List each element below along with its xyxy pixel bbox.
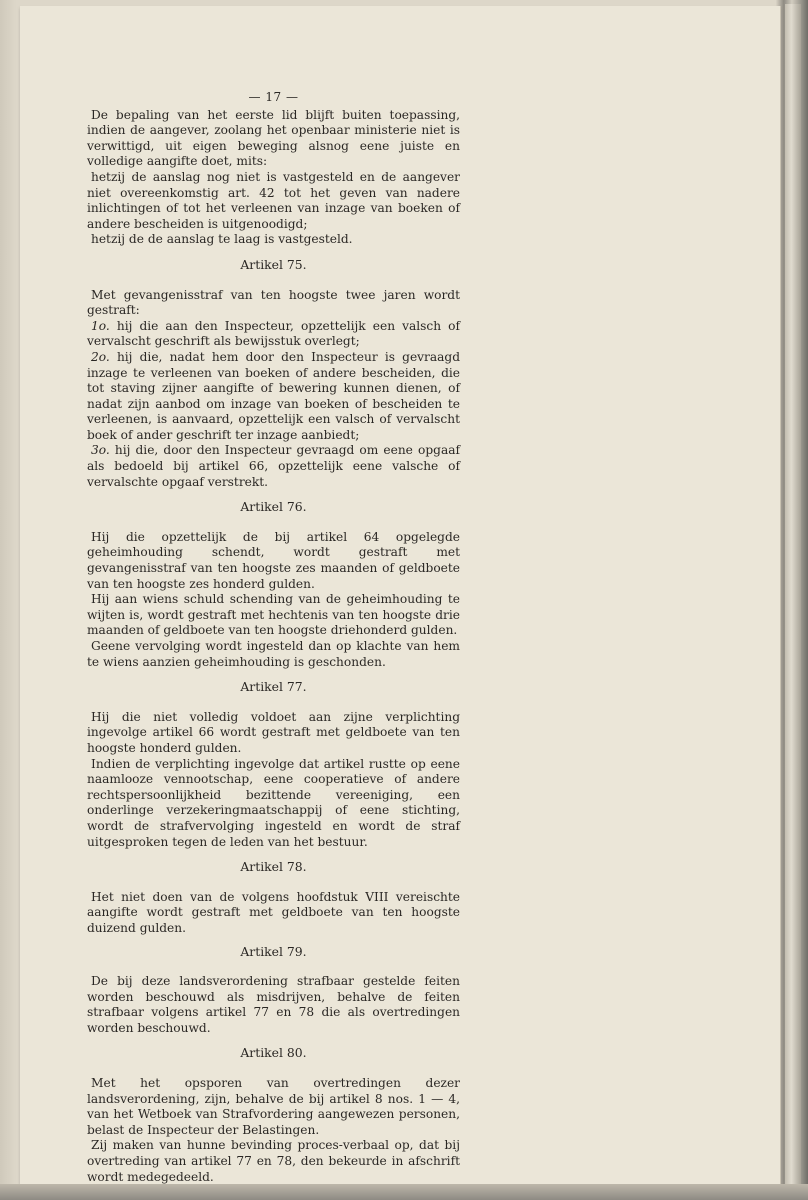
article-76-paragraph-1: Hij die opzettelijk de bij artikel 64 opgelegde geheimhouding schendt, wordt gestraft met gevangenisstraf van ten hoogste zes maanden of geldboete van ten hoogste zes honderd gulden. [87, 529, 460, 591]
page-number: — 17 — [248, 90, 299, 104]
article-76-paragraph-3: Geene vervolging wordt ingesteld dan op klachte van hem te wiens aanzien geheimhouding is geschonden. [87, 639, 460, 669]
article-80-paragraph-2: Zij maken van hunne bevinding proces-verbaal op, dat bij overtreding van artikel 77 en 78, den bekeurde in afschrift wordt medegedeeld. [87, 1138, 460, 1184]
bottom-edge [0, 1184, 808, 1200]
article-75-item-3 [87, 443, 460, 490]
article-77-title: Artikel 77. [240, 679, 307, 695]
page-content [87, 90, 460, 1185]
article-79-paragraph-1: De bij deze landsverordening strafbaar gestelde feiten worden beschouwd als misdrijven, behalve de feiten strafbaar volgens artikel 77 en 78 die als overtredingen worden beschouwd. [87, 974, 460, 1035]
item-text: hij die, door den Inspecteur gevraagd om eene opgaaf als bedoeld bij artikel 66, opzettelijk eene valsche of vervalschte opgaaf verstrekt. [87, 443, 460, 489]
intro-paragraph-1: De bepaling van het eerste lid blijft buiten toepassing, indien de aangever, zoolang het openbaar ministerie niet is verwittigd, uit eigen beweging alsnog eene juiste en volledige aangifte doet, mits: [87, 107, 460, 169]
article-78-paragraph-1: Het niet doen van de volgens hoofdstuk VIII vereischte aangifte wordt gestraft met geldboete van ten hoogste duizend gulden. [87, 889, 460, 935]
article-77-paragraph-2: Indien de verplichting ingevolge dat artikel rustte op eene naamlooze vennootschap, eene cooperatieve of andere rechtspersoonlijkheid bezittende vereeniging, een onderlinge verzekeringmaatschappij of eene stichting, wordt de strafvervolging ingesteld en wordt de straf uitgesproken tegen de leden van het bestuur. [87, 756, 460, 849]
item-number: 2o. [91, 349, 110, 364]
article-75-title: Artikel 75. [240, 256, 307, 272]
article-79-title: Artikel 79. [240, 943, 307, 959]
article-80-paragraph-1: Met het opsporen van overtredingen dezer landsverordening, zijn, behalve de bij artikel 8 nos. 1 — 4, van het Wetboek van Strafvordering aangewezen personen, belast de Inspecteur der Belastingen. [87, 1076, 460, 1137]
article-76-paragraph-2: Hij aan wiens schuld schending van de geheimhouding te wijten is, wordt gestraft met hechtenis van ten hoogste drie maanden of geldboete van ten hoogste driehonderd gulden. [87, 592, 460, 638]
article-75-item-2 [87, 350, 460, 444]
item-text: hij die, nadat hem door den Inspecteur is gevraagd inzage te verleenen van boeken of andere bescheiden, die tot staving zijner aangifte of bewering kunnen dienen, of nadat zijn aanbod om inzage van boeken of bescheiden te verleenen, is aanvaard, opzettelijk een valsch of vervalscht boek of ander geschrift ter inzage aanbiedt; [87, 349, 460, 442]
article-76-title: Artikel 76. [240, 499, 307, 515]
item-number: 1o. [91, 318, 110, 333]
page-edge [785, 4, 801, 1189]
intro-paragraph-3: hetzij de de aanslag te laag is vastgesteld. [91, 232, 353, 247]
article-77-paragraph-1: Hij die niet volledig voldoet aan zijne verplichting ingevolge artikel 66 wordt gestraft met geldboete van ten hoogste honderd gulden. [87, 709, 460, 755]
article-80-title: Artikel 80. [240, 1045, 307, 1061]
item-number: 3o. [91, 443, 110, 458]
intro-paragraph-2: hetzij de aanslag nog niet is vastgesteld en de aangever niet overeenkomstig art. 42 tot het geven van nadere inlichtingen of tot het verleenen van inzage van boeken of andere bescheiden is uitgenoodigd; [87, 169, 460, 231]
item-text: hij die aan den Inspecteur, opzettelijk een valsch of vervalscht geschrift als bewijsstuk overlegt; [87, 318, 461, 349]
article-78-title: Artikel 78. [240, 859, 307, 875]
article-75-paragraph-1: Met gevangenisstraf van ten hoogste twee jaren wordt gestraft: [87, 287, 460, 318]
article-75-item-1 [87, 319, 460, 350]
